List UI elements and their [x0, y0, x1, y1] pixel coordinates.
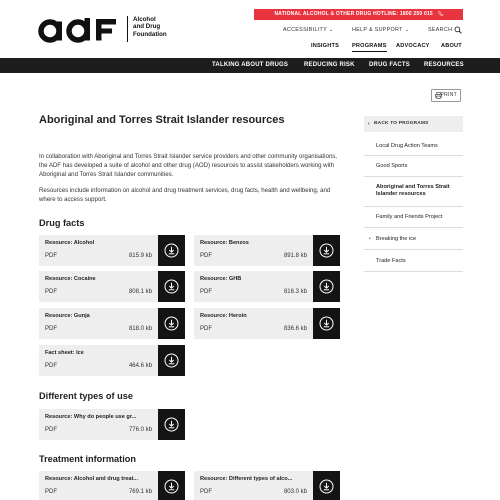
sidebar-item-good-sports[interactable]: Good Sports	[364, 157, 463, 177]
resource-title[interactable]: Resource: Benzos	[200, 240, 249, 246]
topic-drug-facts[interactable]: DRUG FACTS	[369, 62, 410, 68]
download-button[interactable]	[158, 345, 185, 376]
resource-card[interactable]	[39, 308, 185, 339]
hotline-banner[interactable]	[254, 9, 463, 20]
nav-about[interactable]: ABOUT	[441, 43, 462, 49]
resource-card[interactable]	[39, 235, 185, 266]
logo-line-3: Foundation	[133, 30, 167, 38]
resource-size: 818.0 kb	[128, 326, 152, 332]
resource-title[interactable]: Resource: Cocaine	[45, 276, 96, 282]
resource-title[interactable]: Resource: Heroin	[200, 313, 247, 319]
resource-size: 816.3 kb	[283, 289, 307, 295]
resource-format: PDF	[45, 253, 57, 259]
resource-format: PDF	[200, 489, 212, 495]
search-label: SEARCH	[428, 27, 453, 33]
back-to-programs-button[interactable]	[364, 116, 463, 132]
download-button[interactable]	[158, 308, 185, 339]
logo-line-1: Alcohol	[133, 16, 156, 23]
adf-logo-mark	[38, 18, 124, 44]
download-icon	[164, 243, 179, 258]
download-icon	[319, 479, 334, 494]
phone-icon	[438, 11, 443, 17]
chevron-left-icon: ‹	[368, 121, 370, 127]
resource-format: PDF	[45, 289, 57, 295]
resource-title[interactable]: Resource: Alcohol and drug treat...	[45, 476, 139, 482]
resource-card[interactable]	[39, 409, 185, 440]
resource-title[interactable]: Fact sheet: Ice	[45, 350, 84, 356]
resource-size: 815.9 kb	[128, 253, 152, 259]
resource-format: PDF	[200, 326, 212, 332]
sidebar-item-breaking-the-ice[interactable]	[364, 229, 463, 250]
resource-card[interactable]	[194, 271, 340, 302]
resource-size: 803.0 kb	[283, 489, 307, 495]
resource-title[interactable]: Resource: Why do people use gr...	[45, 414, 137, 420]
resource-format: PDF	[45, 427, 57, 433]
nav-insights[interactable]: INSIGHTS	[311, 43, 340, 49]
topic-resources[interactable]: RESOURCES	[424, 62, 464, 68]
resource-title[interactable]: Resource: Different types of alco...	[200, 476, 293, 482]
resource-card[interactable]	[39, 345, 185, 376]
download-button[interactable]	[313, 308, 340, 339]
download-icon	[164, 417, 179, 432]
download-icon	[319, 279, 334, 294]
sidebar-item-label: Breaking the ice	[376, 236, 417, 242]
help-support-menu[interactable]	[352, 27, 409, 33]
resource-format: PDF	[45, 326, 57, 332]
nav-programs[interactable]: PROGRAMS	[352, 43, 387, 52]
search-icon[interactable]	[454, 26, 462, 34]
print-button[interactable]	[431, 89, 461, 102]
resource-format: PDF	[200, 289, 212, 295]
topic-reducing-risk[interactable]: REDUCING RISK	[304, 62, 355, 68]
download-icon	[164, 279, 179, 294]
hotline-text: NATIONAL ALCOHOL & OTHER DRUG HOTLINE:	[274, 11, 399, 17]
section-heading-different-types-of-use: Different types of use	[39, 391, 133, 401]
printer-icon	[435, 92, 442, 99]
resource-format: PDF	[200, 253, 212, 259]
download-button[interactable]	[313, 271, 340, 302]
topic-navigation	[0, 58, 500, 73]
download-button[interactable]	[313, 471, 340, 500]
resource-size: 891.8 kb	[283, 253, 307, 259]
download-button[interactable]	[158, 409, 185, 440]
resource-size: 464.6 kb	[128, 363, 152, 369]
adf-logo[interactable]	[38, 16, 173, 48]
sidebar-item-aboriginal-resources[interactable]: Aboriginal and Torres Strait Islander resources	[364, 178, 463, 207]
download-button[interactable]	[313, 235, 340, 266]
nav-advocacy[interactable]: ADVOCACY	[396, 43, 430, 49]
resource-size: 769.1 kb	[128, 489, 152, 495]
search-button[interactable]	[428, 27, 452, 33]
resource-title[interactable]: Resource: Alcohol	[45, 240, 95, 246]
resource-format: PDF	[45, 363, 57, 369]
resource-title[interactable]: Resource: Gunja	[45, 313, 90, 319]
download-icon	[319, 243, 334, 258]
download-icon	[319, 316, 334, 331]
help-support-label: HELP & SUPPORT	[352, 27, 403, 33]
section-heading-treatment-information: Treatment information	[39, 454, 136, 464]
resource-card[interactable]	[194, 308, 340, 339]
resource-size: 808.1 kb	[128, 289, 152, 295]
page-title: Aboriginal and Torres Strait Islander resources	[39, 114, 285, 126]
accessibility-menu[interactable]	[283, 27, 334, 33]
sidebar-item-trade-facts[interactable]: Trade Facts	[364, 251, 463, 272]
resource-card[interactable]	[194, 471, 340, 500]
download-button[interactable]	[158, 235, 185, 266]
resource-size: 776.0 kb	[128, 427, 152, 433]
download-icon	[164, 479, 179, 494]
download-button[interactable]	[158, 471, 185, 500]
intro-paragraph: In collaboration with Aboriginal and Torres Strait Islander service providers and other community organisations, the ADF has developed a suite of alcohol and other drug (AOD) resources to assist stakeholders working with Aboriginal and Torres Strait Islander communities.	[39, 153, 337, 179]
hotline-number[interactable]: 1800 250 015	[399, 11, 433, 17]
resource-title[interactable]: Resource: GHB	[200, 276, 242, 282]
print-label: PRINT	[440, 92, 457, 98]
download-icon	[164, 353, 179, 368]
section-heading-drug-facts: Drug facts	[39, 218, 85, 228]
resource-format: PDF	[45, 489, 57, 495]
resource-card[interactable]	[194, 235, 340, 266]
resource-size: 836.6 kb	[283, 326, 307, 332]
download-button[interactable]	[158, 271, 185, 302]
logo-line-2: and Drug	[133, 23, 161, 31]
resource-card[interactable]	[39, 271, 185, 302]
intro-paragraph-2: Resources include information on alcohol and drug treatment services, drug facts, health and wellbeing, and where to access support.	[39, 187, 331, 204]
topic-talking-about-drugs[interactable]: TALKING ABOUT DRUGS	[212, 62, 289, 68]
download-icon	[164, 316, 179, 331]
back-label: BACK TO PROGRAMS	[374, 121, 429, 126]
chevron-down-icon: ⌄	[404, 27, 410, 33]
chevron-down-icon: ⌄	[329, 27, 334, 33]
resource-card[interactable]	[39, 471, 185, 500]
bullet-icon: •	[369, 236, 371, 242]
logo-wordmark	[127, 16, 167, 42]
sidebar-item-local-drug-action-teams[interactable]: Local Drug Action Teams	[364, 138, 463, 156]
accessibility-label: ACCESSIBILITY	[283, 27, 328, 33]
sidebar-item-family-and-friends[interactable]: Family and Friends Project	[364, 208, 463, 228]
